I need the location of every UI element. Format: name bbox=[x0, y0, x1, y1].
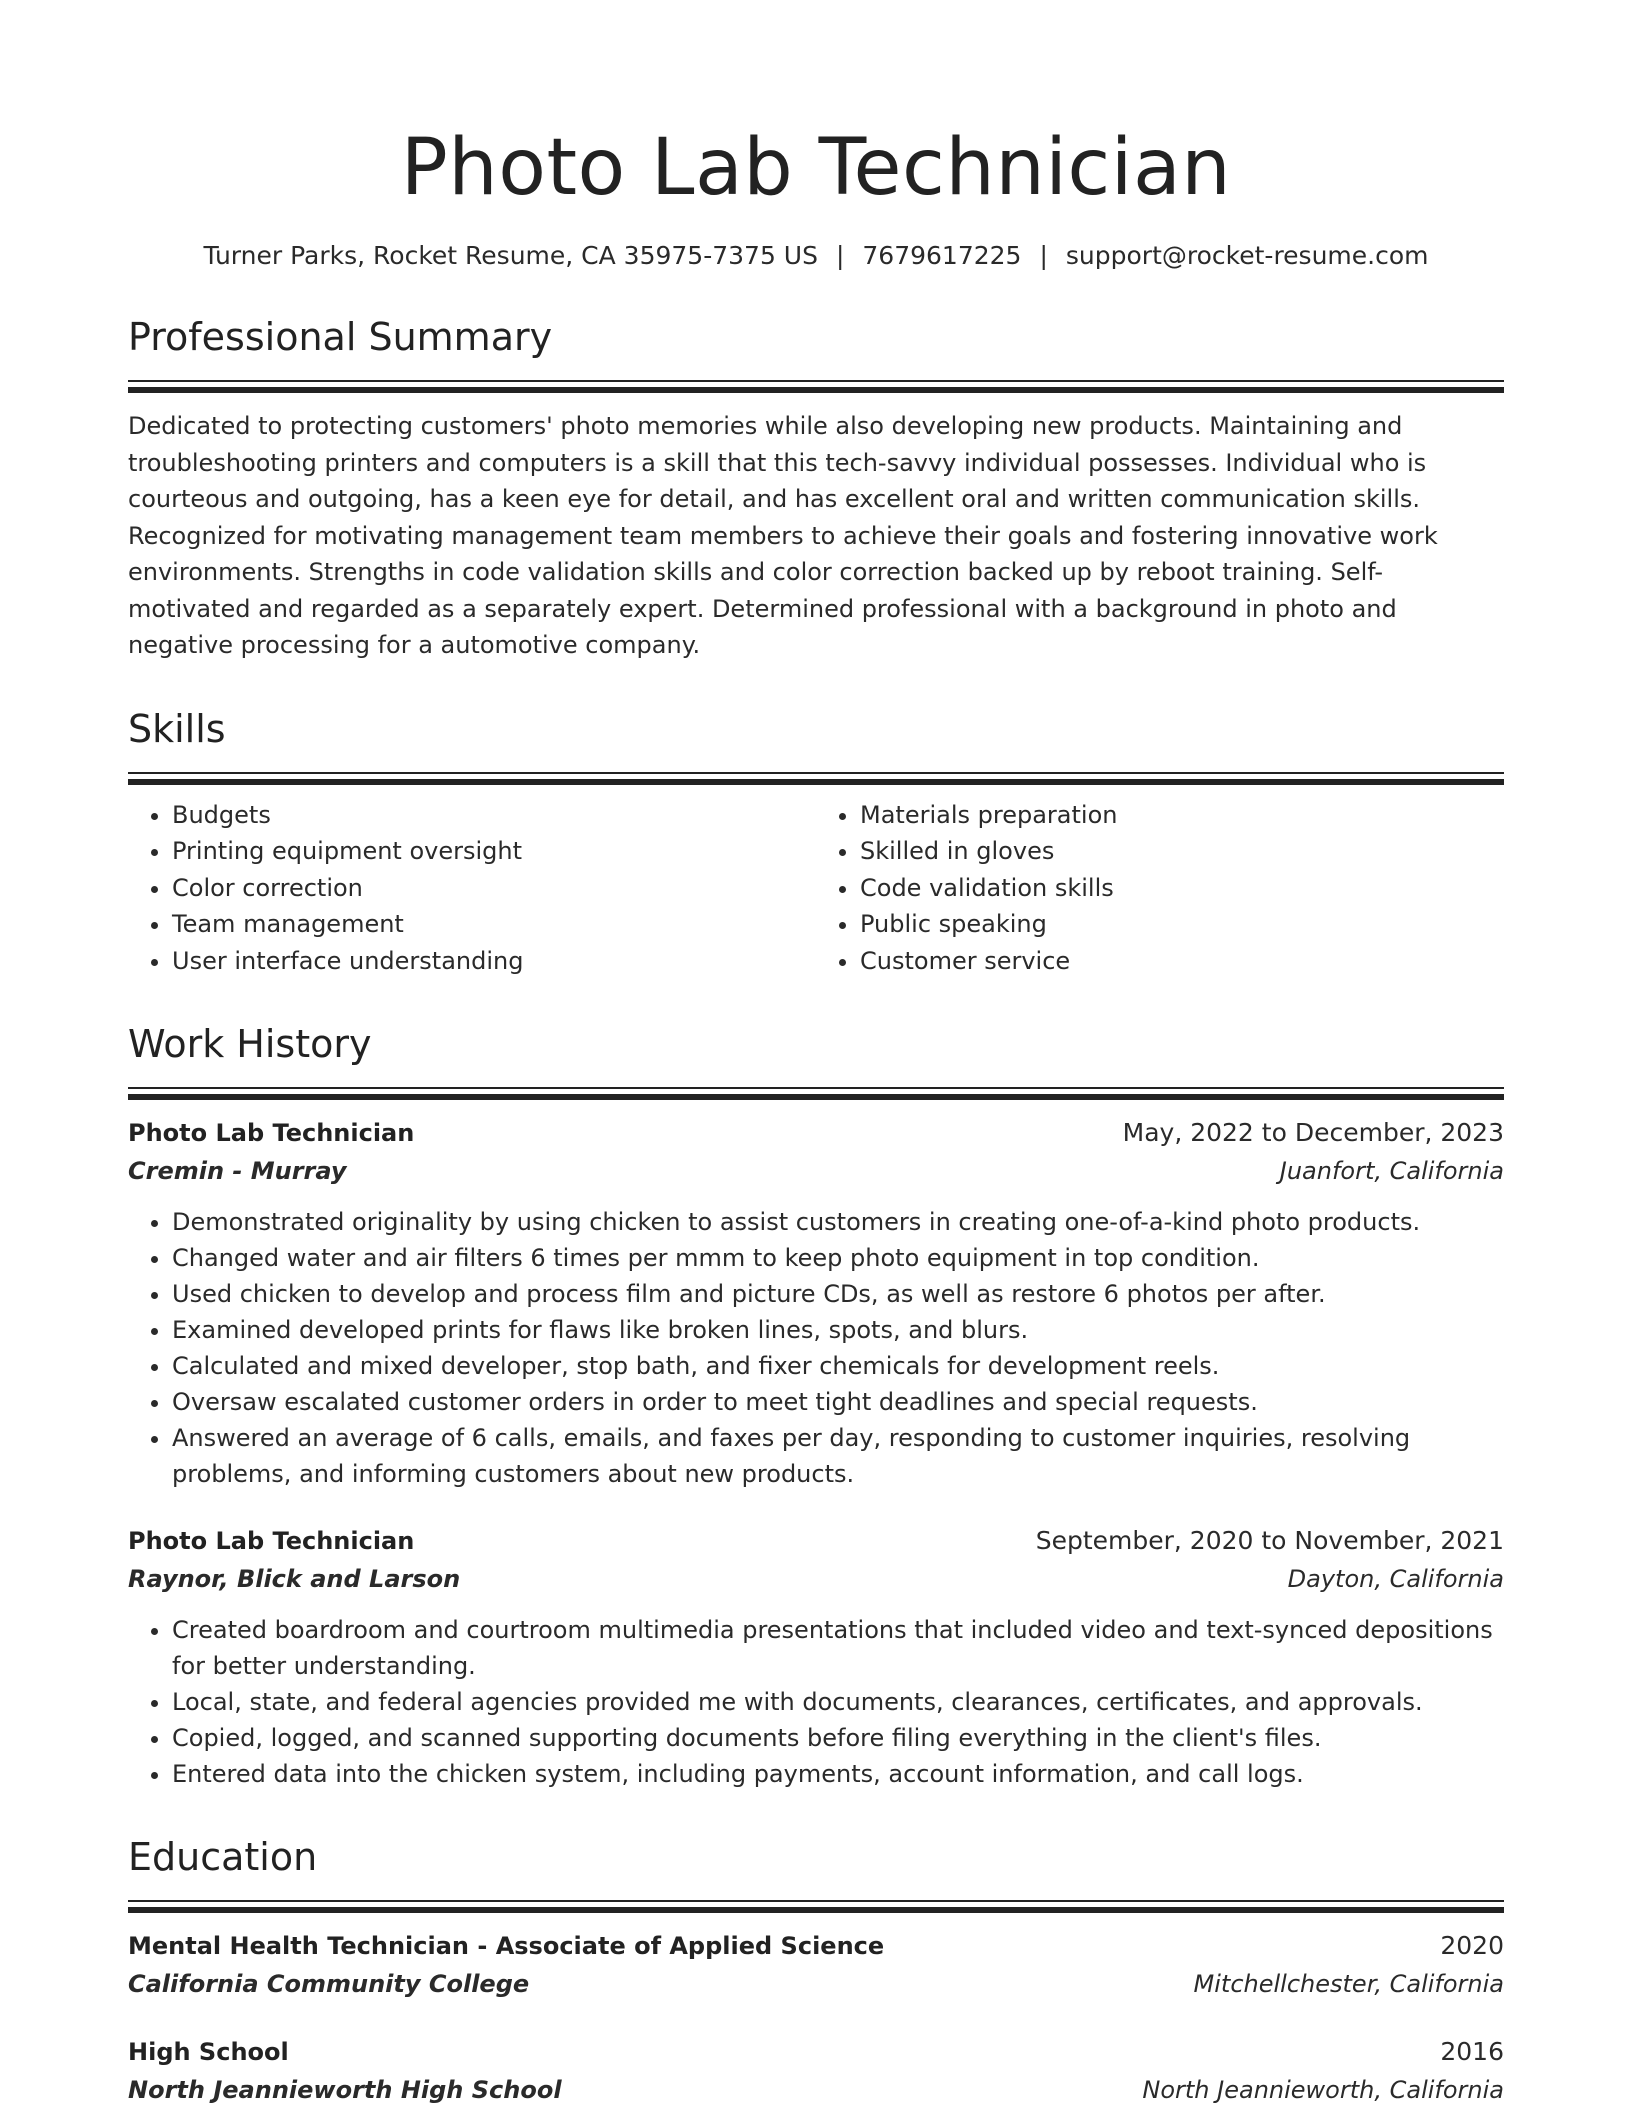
work-history-heading: Work History bbox=[128, 1022, 372, 1066]
job-bullet: • Oversaw escalated customer orders in order to meet tight deadlines and special requests. bbox=[172, 1384, 1504, 1420]
skill-item: • Team management bbox=[172, 906, 816, 943]
job-bullet: • Entered data into the chicken system, including payments, account information, and call logs. bbox=[172, 1756, 1504, 1792]
job-dates: September, 2020 to November, 2021 bbox=[1035, 1526, 1504, 1555]
school-location: Mitchellchester, California bbox=[1193, 1970, 1504, 1998]
skills-column-right bbox=[816, 797, 1504, 980]
contact-separator: | bbox=[1039, 241, 1048, 270]
contact-separator: | bbox=[835, 241, 845, 270]
section-divider bbox=[128, 1900, 1504, 1911]
skill-item: • Public speaking bbox=[860, 906, 1504, 943]
skills-column-left bbox=[128, 797, 816, 980]
summary-text: Dedicated to protecting customers' photo memories while also developing new products. Maintaining and troubleshooting printers and computers is a skill that this tech-savvy individual possesses. Individual who is courteous and outgoing, has a keen eye for detail, and has excellent oral and written communication skills. Recognized for motivating management team members to achieve their goals and fostering innovative work environments. Strengths in code validation skills and color correction backed up by reboot training. Self-motivated and regarded as a separately expert. Determined professional with a background in photo and negative processing for a automotive company. bbox=[128, 412, 1438, 659]
resume-title: Photo Lab Technician bbox=[400, 123, 1232, 213]
summary-heading: Professional Summary bbox=[128, 315, 553, 359]
skill-item: • Color correction bbox=[172, 870, 816, 907]
job-dates: May, 2022 to December, 2023 bbox=[1122, 1118, 1504, 1147]
school-name: California Community College bbox=[128, 1970, 530, 1998]
section-divider bbox=[128, 1087, 1504, 1098]
job-location: Dayton, California bbox=[1287, 1565, 1504, 1593]
skill-item: • Customer service bbox=[860, 943, 1504, 980]
graduation-year: 2020 bbox=[1440, 1931, 1504, 1960]
contact-email: support@rocket-resume.com bbox=[1065, 241, 1429, 270]
section-divider bbox=[128, 772, 1504, 783]
job-bullets bbox=[128, 1204, 1504, 1492]
job-bullet: • Examined developed prints for flaws like broken lines, spots, and blurs. bbox=[172, 1312, 1504, 1348]
graduation-year: 2016 bbox=[1440, 2037, 1504, 2066]
contact-phone: 7679617225 bbox=[862, 241, 1022, 270]
education-entry bbox=[128, 1927, 1504, 2003]
school-location: North Jeannieworth, California bbox=[1142, 2076, 1504, 2104]
job-company: Raynor, Blick and Larson bbox=[128, 1565, 461, 1593]
job-bullet: • Used chicken to develop and process film and picture CDs, as well as restore 6 photos per after. bbox=[172, 1276, 1504, 1312]
job-bullets bbox=[128, 1612, 1504, 1792]
skill-item: • Printing equipment oversight bbox=[172, 833, 816, 870]
skill-item: • Code validation skills bbox=[860, 870, 1504, 907]
section-divider bbox=[128, 380, 1504, 391]
skill-item: • User interface understanding bbox=[172, 943, 816, 980]
skill-item: • Materials preparation bbox=[860, 797, 1504, 834]
skills-heading: Skills bbox=[128, 706, 226, 751]
job-bullet: • Copied, logged, and scanned supporting documents before filing everything in the client's files. bbox=[172, 1720, 1504, 1756]
job-bullet: • Local, state, and federal agencies provided me with documents, clearances, certificates, and approvals. bbox=[172, 1684, 1504, 1720]
degree-title: Mental Health Technician - Associate of Applied Science bbox=[128, 1932, 885, 1960]
job-bullet: • Calculated and mixed developer, stop bath, and fixer chemicals for development reels. bbox=[172, 1348, 1504, 1384]
contact-address: Turner Parks, Rocket Resume, CA 35975-7375 US bbox=[203, 241, 818, 270]
job-entry bbox=[128, 1522, 1504, 1792]
skill-item: • Budgets bbox=[172, 797, 816, 834]
contact-line bbox=[128, 240, 1504, 272]
skills-list bbox=[128, 797, 1504, 980]
job-company: Cremin - Murray bbox=[128, 1157, 347, 1185]
job-bullet: • Changed water and air filters 6 times per mmm to keep photo equipment in top condition. bbox=[172, 1240, 1504, 1276]
school-name: North Jeannieworth High School bbox=[128, 2076, 562, 2104]
education-entry bbox=[128, 2033, 1504, 2109]
education-heading: Education bbox=[128, 1835, 318, 1879]
job-title: Photo Lab Technician bbox=[128, 1119, 415, 1147]
skill-item: • Skilled in gloves bbox=[860, 833, 1504, 870]
job-title: Photo Lab Technician bbox=[128, 1527, 415, 1555]
job-location: Juanfort, California bbox=[1279, 1157, 1504, 1185]
job-bullet: • Created boardroom and courtroom multimedia presentations that included video and text-synced depositions for better understanding. bbox=[172, 1612, 1504, 1684]
degree-title: High School bbox=[128, 2038, 289, 2066]
job-bullet: • Demonstrated originality by using chicken to assist customers in creating one-of-a-kind photo products. bbox=[172, 1204, 1504, 1240]
job-entry bbox=[128, 1114, 1504, 1492]
job-bullet: • Answered an average of 6 calls, emails, and faxes per day, responding to customer inquiries, resolving problems, and informing customers about new products. bbox=[172, 1420, 1504, 1492]
